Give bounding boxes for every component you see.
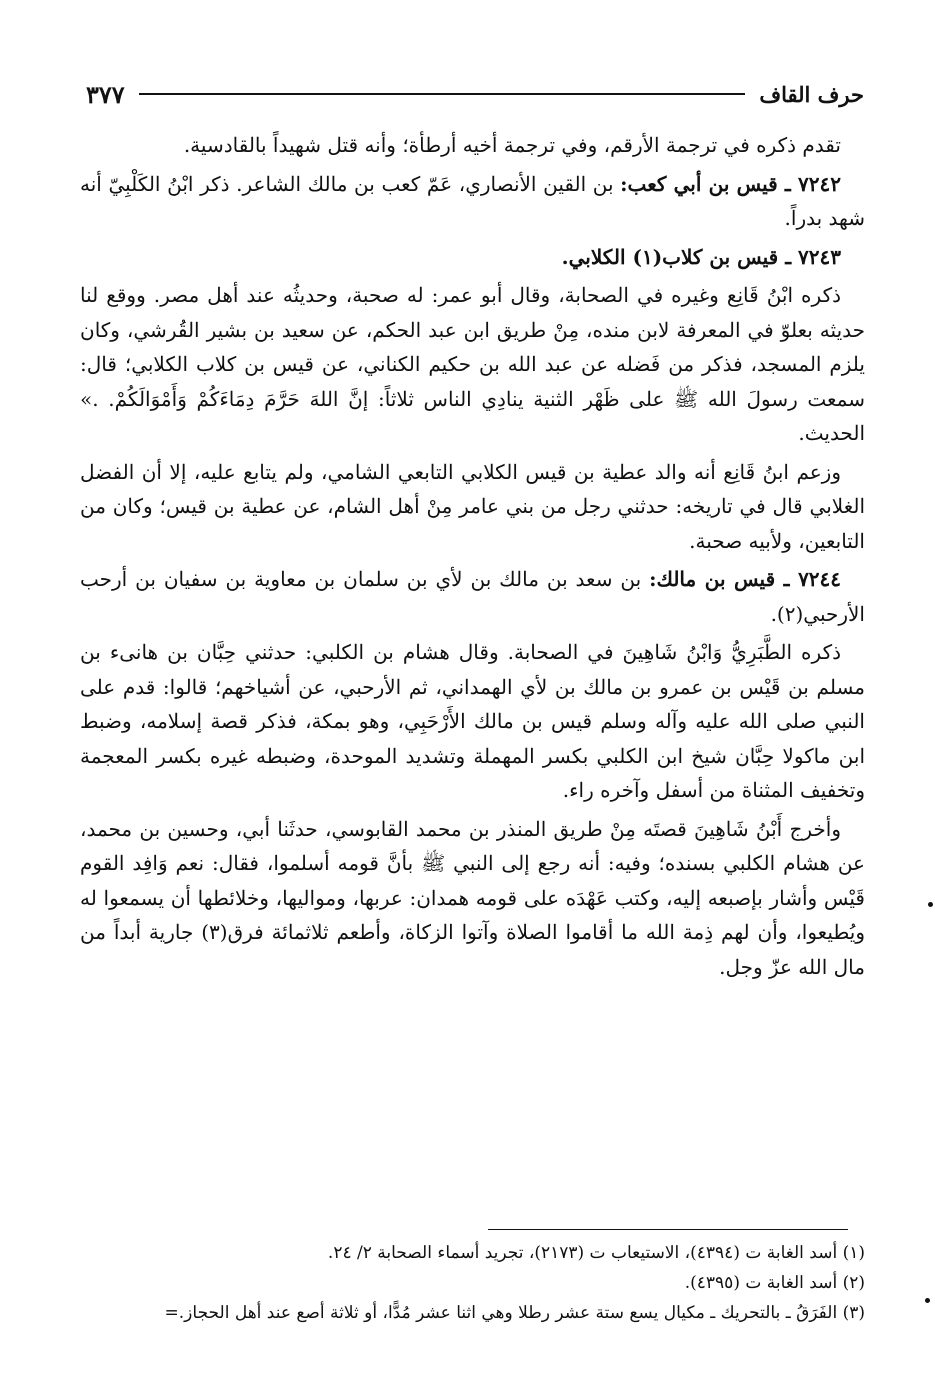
footnote-2: (٢) أسد الغابة ت (٤٣٩٥). <box>684 1273 865 1293</box>
paragraph: ذكره الطَّبَرِيُّ وَابْنُ شَاهِينَ في الصحابة. وقال هشام بن الكلبي: حدثني حِبَّان بن هانىء بن مسلم بن قَيْس بن عمرو بن مالك بن لأي الهمداني، ثم الأرحبي، عن أشياخهم؛ قالوا: قدم على النبي صلى الله عليه وآله وسلم قيس بن مالك الأَرْحَبِي، وهو بمكة، فذكر قصة إسلامه، وضبط ابن ماكولا حِبَّان شيخ ابن الكلبي بكسر المهملة وتشديد الموحدة، وضبطه غيره بكسر المعجمة وتخفيف المثناة من أسفل وآخره راء. <box>80 640 865 802</box>
page-number: ٣٧٧ <box>86 79 125 109</box>
paragraph: وزعم ابنُ قَانِع أنه والد عطية بن قيس الكلابي التابعي الشامي، ولم يتابع عليه، إلا أن الفضل الغلابي قال في تاريخه: حدثني رجل من بني عامر مِنْ أهل الشام، عن عطية بن قيس؛ وكان من التابعين، ولأبيه صحبة. <box>80 459 865 553</box>
paragraph: وأخرج أَبْنُ شَاهِينَ قصتَه مِنْ طريق المنذر بن محمد القابوسي، حدثَنا أبي، وحسين بن محمد، عن هشام الكلبي بسنده؛ وفيه: أنه رجع إلى النبي ﷺ بأنَّ قومه أسلموا، فقال: نعم وَافِد القوم قَيْس وأشار بإصبعه إليه، وكتب عَهْدَه على قومه همدان: عربها، ومواليها، وخلائطها أن يسمعوا له ويُطيعوا، وأن لهم ذِمة الله ما أقاموا الصلاة وآتوا الزكاة، وأطعم ثلاثمائة فرق(٣) جارية أبداً من مال الله عزّ وجل. <box>80 816 865 979</box>
chapter-title: حرف القاف <box>759 81 864 107</box>
scan-speck <box>925 1298 930 1303</box>
footnotes <box>60 1238 865 1328</box>
scan-speck <box>928 902 933 907</box>
main-text <box>80 128 865 988</box>
paragraph: ذكره ابْنُ قَانِع وغيره في الصحابة، وقال أبو عمر: له صحبة، وحديثُه عند أهل مصر. ووقع لنا حديثه بعلوّ في المعرفة لابن منده، مِنْ طريق ابن عبد الحكم، عن سعيد بن بشير القُرشي، وكان يلزم المسجد، فذكر من فَضله عن عبد الله بن حكيم الكناني، عن قيس بن كلاب الكلابي؛ قال: سمعت رسولَ الله ﷺ على ظَهْر الثنية ينادِي الناس ثلاثاً: إنَّ اللهَ حَرَّمَ دِمَاءَكُمْ وَأَمْوَالَكُمْ. .» الحديث. <box>80 283 865 445</box>
entry-7243: ٧٢٤٣ ـ قيس بن كلاب(١) الكلابي. <box>561 244 841 269</box>
paragraph: تقدم ذكره في ترجمة الأرقم، وفي ترجمة أخيه أرطأة؛ وأنه قتل شهيداً بالقادسية. <box>183 133 841 157</box>
entry-7242: ٧٢٤٢ ـ قيس بن أبي كعب: بن القين الأنصاري، عَمّ كعب بن مالك الشاعر. ذكر ابْنُ الكَلْبِيّ أنه شهد بدراً. <box>80 171 865 230</box>
page-header <box>86 74 864 114</box>
header-rule <box>139 93 746 95</box>
entry-7244: ٧٢٤٤ ـ قيس بن مالك: بن سعد بن مالك بن لأي بن سلمان بن معاوية بن سفيان بن أرحب الأرحبي(٢). <box>80 567 865 626</box>
footnote-1: (١) أسد الغابة ت (٤٣٩٤)، الاستيعاب ت (٢١٧٣)، تجريد أسماء الصحابة ٢/ ٢٤. <box>327 1243 865 1263</box>
footnote-separator <box>488 1229 848 1230</box>
footnote-3: (٣) الفَرَقُ ـ بالتحريك ـ مكيال يسع ستة عشر رطلا وهي اثنا عشر مُدًّا، أو ثلاثة أصع عند أهل الحجاز.= <box>164 1303 865 1323</box>
